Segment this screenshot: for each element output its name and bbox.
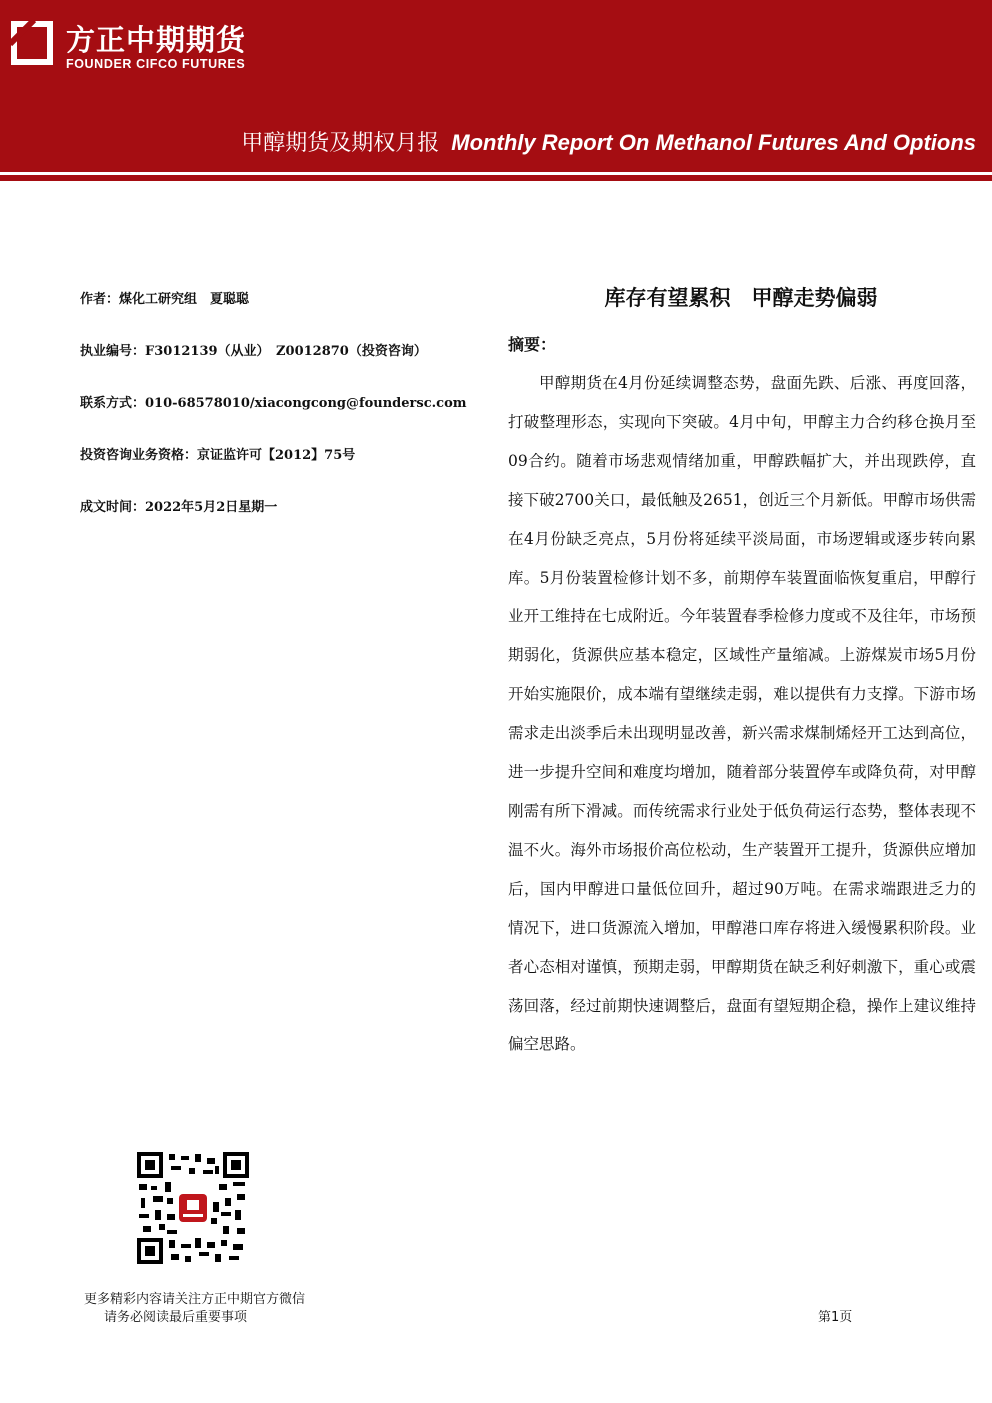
header-divider — [0, 172, 992, 181]
wechat-qr-code — [137, 1152, 249, 1264]
abstract-body: 甲醇期货在4月份延续调整态势，盘面先跌、后涨、再度回落，打破整理形态，实现向下突破。4月中旬，甲醇主力合约移仓换月至09合约。随着市场悲观情绪加重，甲醇跌幅扩大，并出现跌停，直接下破2700关口，最低触及2651，创近三个月新低。甲醇市场供需在4月份缺乏亮点，5月份将延续平淡局面，市场逻辑或逐步转向累库。5月份装置检修计划不多，前期停车装置面临恢复重启，甲醇行业开工维持在七成附近。今年装置春季检修力度或不及往年，市场预期弱化，货源供应基本稳定，区域性产量缩减。上游煤炭市场5月份开始实施限价，成本端有望继续走弱，难以提供有力支撑。下游市场需求走出淡季后未出现明显改善，新兴需求煤制烯烃开工达到高位，进一步提升空间和难度均增加，随着部分装置停车或降负荷，对甲醇刚需有所下滑减。而传统需求行业处于低负荷运行态势，整体表现不温不火。海外市场报价高位松动，生产装置开工提升，货源供应增加后，国内甲醇进口量低位回升，超过90万吨。在需求端跟进乏力的情况下，进口货源流入增加，甲醇港口库存将进入缓慢累积阶段。业者心态相对谨慎，预期走弱，甲醇期货在缺乏利好刺激下，重心或震荡回落，经过前期快速调整后，盘面有望短期企稳，操作上建议维持偏空思路。 — [508, 374, 976, 1054]
author-line: 作者：煤化工研究组 夏聪聪 — [80, 292, 250, 307]
qualification-line: 投资咨询业务资格：京证监许可【2012】75号 — [80, 448, 356, 463]
date-line: 成文时间：2022年5月2日星期一 — [80, 500, 278, 515]
header-banner — [0, 0, 992, 172]
disclaimer-note: 请务必阅读最后重要事项 — [104, 1310, 248, 1325]
report-title-en: Monthly Report On Methanol Futures And Options — [451, 130, 976, 155]
abstract-label: 摘要： — [508, 335, 557, 354]
founder-logo-icon — [10, 20, 54, 66]
logo-text-en: FOUNDER CIFCO FUTURES — [66, 57, 246, 71]
page-number: 第1页 — [818, 1310, 853, 1325]
qr-caption: 更多精彩内容请关注方正中期官方微信 — [84, 1292, 306, 1307]
report-title-cn: 甲醇期货及期权月报 — [241, 131, 440, 156]
contact-line: 联系方式：010-68578010/xiacongcong@foundersc.com — [80, 396, 467, 411]
report-title — [241, 126, 976, 157]
report-headline: 库存有望累积 甲醇走势偏弱 — [604, 286, 878, 310]
license-line: 执业编号：F3012139（从业） Z0012870（投资咨询） — [80, 344, 427, 359]
logo-text-cn: 方正中期期货 — [66, 23, 247, 57]
